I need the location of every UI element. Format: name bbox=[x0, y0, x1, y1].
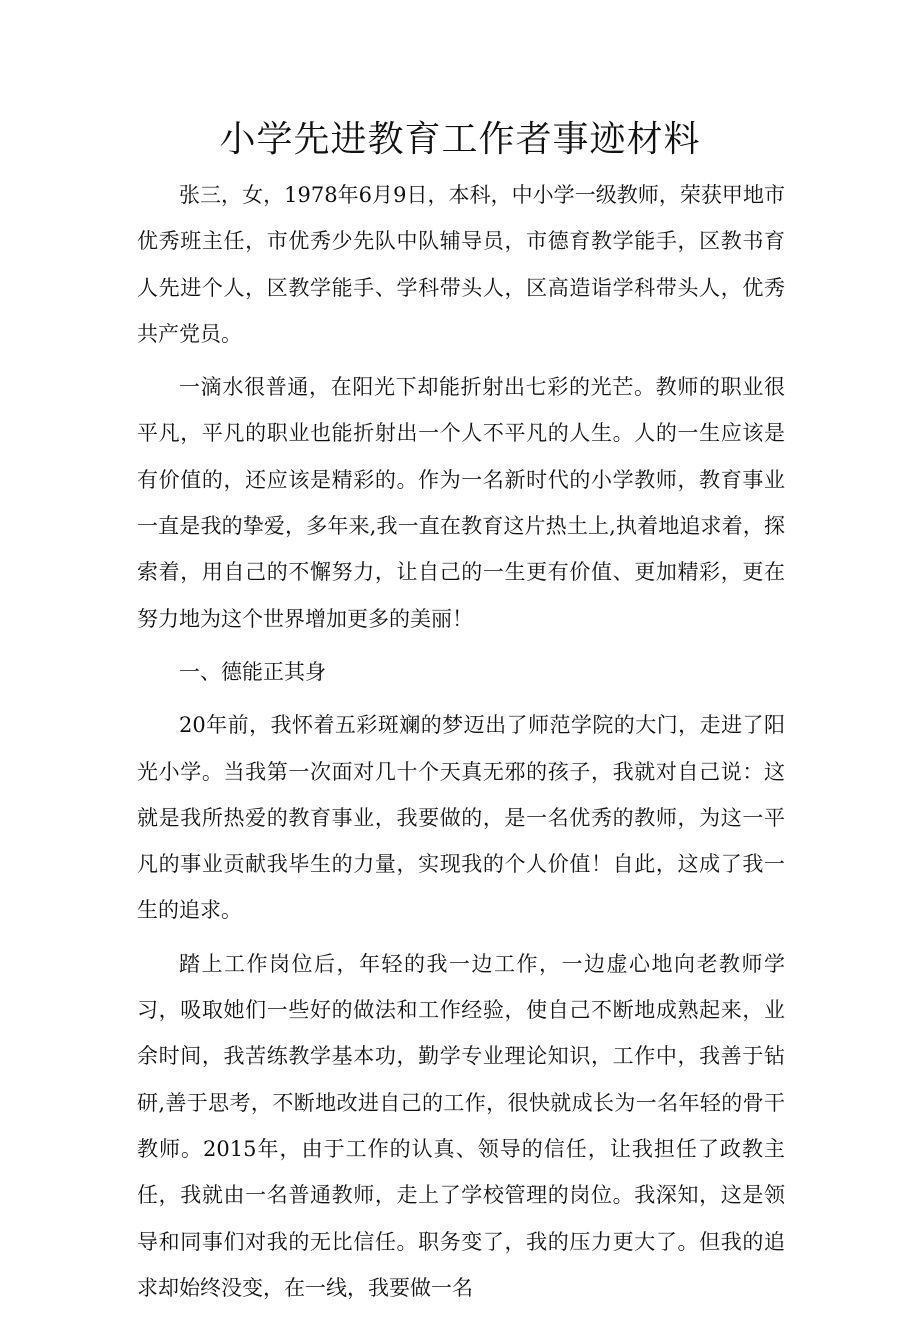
section-heading: 一、德能正其身 bbox=[179, 659, 326, 684]
intro-paragraph: 张三，女，1978年6月9日，本科，中小学一级教师，荣获甲地市优秀班主任，市优秀少先队中队辅导员，市德育教学能手，区教书育人先进个人，区教学能手、学科带头人，区高造诣学科带头人，优秀共产党员。 bbox=[137, 183, 785, 346]
section-paragraph: 20年前，我怀着五彩斑斓的梦迈出了师范学院的大门，走进了阳光小学。当我第一次面对几十个天真无邪的孩子，我就对自己说：这就是我所热爱的教育事业，我要做的，是一名优秀的教师，为这一平凡的事业贡献我毕生的力量，实现我的个人价值！自此，这成了我一生的追求。 bbox=[137, 713, 785, 923]
section-paragraph: 踏上工作岗位后，年轻的我一边工作，一边虚心地向老教师学习，吸取她们一些好的做法和工作经验，使自己不断地成熟起来，业余时间，我苦练教学基本功，勤学专业理论知识，工作中，我善于钻研,善于思考，不断地改进自己的工作，很快就成长为一名年轻的骨干教师。2015年，由于工作的认真、领导的信任，让我担任了政教主任，我就由一名普通教师，走上了学校管理的岗位。我深知，这是领导和同事们对我的无比信任。职务变了，我的压力更大了。但我的追求却始终没变，在一线，我要做一名 bbox=[137, 951, 785, 1300]
document-title: 小学先进教育工作者事迹材料 bbox=[219, 119, 701, 160]
document-body bbox=[137, 172, 785, 1318]
body-paragraph: 一滴水很普通，在阳光下却能折射出七彩的光芒。教师的职业很平凡，平凡的职业也能折射出一个人不平凡的人生。人的一生应该是有价值的，还应该是精彩的。作为一名新时代的小学教师，教育事业一直是我的挚爱，多年来,我一直在教育这片热土上,执着地追求着，探索着，用自己的不懈努力，让自己的一生更有价值、更加精彩，更在努力地为这个世界增加更多的美丽！ bbox=[137, 375, 785, 631]
